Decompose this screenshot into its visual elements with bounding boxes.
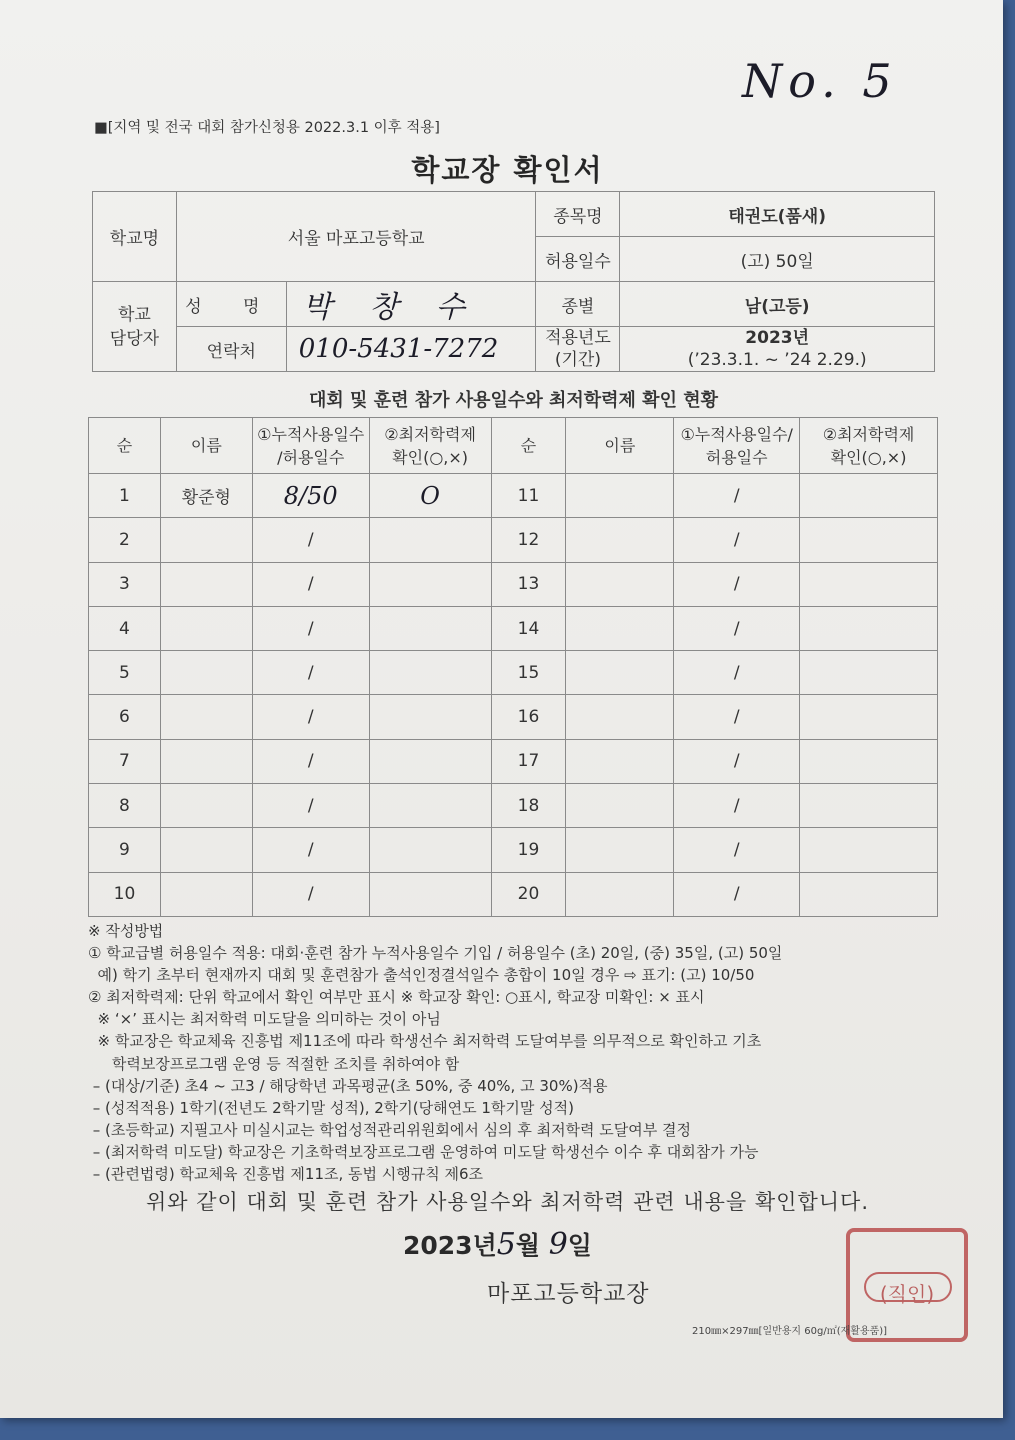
roster-left-no: 8 — [89, 784, 161, 828]
allowed-days-value: (고) 50일 — [620, 237, 935, 282]
roster-left-no: 10 — [89, 872, 161, 916]
roster-row — [89, 562, 938, 606]
roster-row — [89, 872, 938, 916]
roster-right-name — [566, 651, 674, 695]
roster-right-check — [800, 695, 938, 739]
roster-left-days: / — [252, 651, 369, 695]
issue-date — [403, 1226, 592, 1262]
roster-row — [89, 784, 938, 828]
roster-left-days: / — [252, 739, 369, 783]
year-label-1: 적용년도 — [545, 328, 611, 348]
date-month-handwritten: 5 — [496, 1227, 516, 1262]
roster-left-check — [369, 739, 491, 783]
header-name-right: 이름 — [566, 418, 674, 474]
roster-left-name — [160, 739, 252, 783]
roster-left-no: 5 — [89, 651, 161, 695]
year-label-2: (기간) — [554, 350, 601, 370]
roster-left-check — [369, 872, 491, 916]
roster-left-name — [160, 784, 252, 828]
roster-right-name — [566, 739, 674, 783]
roster-right-no: 17 — [491, 739, 566, 783]
gender-label: 종별 — [536, 282, 620, 327]
roster-row — [89, 474, 938, 518]
roster-right-check — [800, 606, 938, 650]
contact-person-label: 학교 담당자 — [93, 282, 177, 372]
note-line: – (최저학력 미도달) 학교장은 기초학력보장프로그램 운영하여 미도달 학생선수 이수 후 대회참가 가능 — [88, 1142, 759, 1161]
roster-left-days: / — [252, 828, 369, 872]
note-line: ① 학교급별 허용일수 적용: 대회·훈련 참가 누적사용일수 기입 / 허용일수 (초) 20일, (중) 35일, (고) 50일 — [88, 944, 783, 963]
date-year: 2023년 — [403, 1231, 497, 1260]
event-value: 태권도(품새) — [620, 192, 935, 237]
roster-right-name — [566, 784, 674, 828]
header-check-1: ②최저학력제 — [384, 424, 476, 444]
roster-right-no: 20 — [491, 872, 566, 916]
year-value-1: 2023년 — [745, 328, 810, 348]
participation-roster-table — [88, 417, 938, 917]
roster-right-name — [566, 518, 674, 562]
roster-right-days: / — [674, 784, 800, 828]
roster-right-name — [566, 606, 674, 650]
roster-right-check — [800, 562, 938, 606]
roster-left-check — [369, 606, 491, 650]
roster-right-days: / — [674, 518, 800, 562]
roster-left-no: 6 — [89, 695, 161, 739]
roster-right-check — [800, 872, 938, 916]
event-label: 종목명 — [536, 192, 620, 237]
roster-right-check — [800, 739, 938, 783]
phone-label: 연락처 — [176, 327, 286, 372]
roster-left-check — [369, 784, 491, 828]
roster-right-name — [566, 474, 674, 518]
roster-right-check — [800, 518, 938, 562]
roster-right-name — [566, 828, 674, 872]
roster-left-days: / — [252, 872, 369, 916]
roster-right-no: 13 — [491, 562, 566, 606]
date-month-unit: 월 — [515, 1231, 540, 1260]
roster-left-days: / — [252, 562, 369, 606]
roster-row — [89, 606, 938, 650]
year-value-2: (’23.3.1. ~ ’24 2.29.) — [687, 350, 867, 370]
header-days-right-1: ①누적사용일수/ — [680, 424, 793, 444]
roster-row — [89, 651, 938, 695]
roster-right-days: / — [674, 695, 800, 739]
roster-right-days: / — [674, 606, 800, 650]
roster-right-days: / — [674, 474, 800, 518]
roster-right-days: / — [674, 828, 800, 872]
header-check-2: 확인(○,×) — [392, 447, 469, 467]
note-line: – (초등학교) 지필고사 미실시교는 학업성적관리위원회에서 심의 후 최저학력 도달여부 결정 — [88, 1120, 692, 1139]
roster-right-no: 11 — [491, 474, 566, 518]
note-line: ※ ‘×’ 표시는 최저학력 미도달을 의미하는 것이 아님 — [88, 1010, 441, 1029]
roster-right-no: 18 — [491, 784, 566, 828]
roster-right-days: / — [674, 562, 800, 606]
roster-left-name — [160, 518, 252, 562]
roster-right-check — [800, 784, 938, 828]
roster-row — [89, 518, 938, 562]
roster-left-no: 2 — [89, 518, 161, 562]
handwritten-name: 박 창 수 — [302, 290, 479, 325]
note-line: ※ 학교장은 학교체육 진흥법 제11조에 따라 학생선수 최저학력 도달여부를 의무적으로 확인하고 기초 — [88, 1032, 762, 1051]
instructions-notes — [88, 920, 948, 1185]
roster-right-check — [800, 474, 938, 518]
header-days-right-2: 허용일수 — [705, 447, 768, 467]
roster-right-check — [800, 828, 938, 872]
roster-left-days: / — [252, 518, 369, 562]
confirmation-statement: 위와 같이 대회 및 훈련 참가 사용일수와 최저학력 관련 내용을 확인합니다. — [145, 1190, 869, 1214]
roster-left-name — [160, 872, 252, 916]
handwritten-doc-number: No. 5 — [742, 54, 898, 108]
header-check-right-2: 확인(○,×) — [830, 447, 907, 467]
roster-left-days: / — [252, 784, 369, 828]
header-name: 이름 — [160, 418, 252, 474]
roster-header-row — [89, 418, 938, 474]
name-label: 성 명 — [176, 282, 286, 327]
roster-right-no: 12 — [491, 518, 566, 562]
header-days-2: /허용일수 — [277, 447, 345, 467]
roster-right-no: 16 — [491, 695, 566, 739]
header-no-right: 순 — [491, 418, 566, 474]
roster-right-name — [566, 695, 674, 739]
school-value: 서울 마포고등학교 — [176, 192, 536, 282]
roster-left-name — [160, 562, 252, 606]
header-check-right-1: ②최저학력제 — [822, 424, 915, 444]
roster-right-no: 14 — [491, 606, 566, 650]
roster-left-no: 7 — [89, 739, 161, 783]
roster-right-name — [566, 872, 674, 916]
gender-value: 남(고등) — [620, 282, 935, 327]
note-line: 학력보장프로그램 운영 등 적절한 조치를 취하여야 함 — [88, 1054, 460, 1073]
form-usage-tag: ■[지역 및 전국 대회 참가신청용 2022.3.1 이후 적용] — [94, 120, 440, 136]
note-line: ② 최저학력제: 단위 학교에서 확인 여부만 표시 ※ 학교장 확인: ○표시, 학교장 미확인: × 표시 — [88, 988, 705, 1007]
roster-left-no: 9 — [89, 828, 161, 872]
roster-right-no: 15 — [491, 651, 566, 695]
signer-title: 마포고등학교장 — [487, 1281, 650, 1307]
roster-left-check: O — [369, 474, 491, 518]
note-line: – (성적적용) 1학기(전년도 2학기말 성적), 2학기(당해연도 1학기말 성적) — [88, 1098, 574, 1117]
note-line: ※ 작성방법 — [88, 922, 164, 940]
roster-left-days: 8/50 — [252, 474, 369, 518]
roster-left-check — [369, 562, 491, 606]
roster-right-name — [566, 562, 674, 606]
roster-left-check — [369, 695, 491, 739]
roster-row — [89, 739, 938, 783]
header-no: 순 — [89, 418, 161, 474]
roster-left-days: / — [252, 695, 369, 739]
school-info-table — [92, 191, 935, 372]
date-day-unit: 일 — [567, 1231, 592, 1260]
note-line: – (관련법령) 학교체육 진흥법 제11조, 동법 시행규칙 제6조 — [88, 1165, 484, 1184]
roster-right-days: / — [674, 872, 800, 916]
section-title: 대회 및 훈련 참가 사용일수와 최저학력제 확인 현황 — [308, 390, 718, 411]
header-days-1: ①누적사용일수 — [257, 424, 365, 444]
seal-label: (직인) — [879, 1282, 935, 1306]
roster-left-days: / — [252, 606, 369, 650]
roster-right-days: / — [674, 651, 800, 695]
handwritten-phone: 010-5431-7272 — [298, 334, 499, 364]
note-line: – (대상/기준) 초4 ~ 고3 / 해당학년 과목평균(초 50%, 중 40%, 고 30%)적용 — [88, 1076, 608, 1095]
roster-left-name — [160, 695, 252, 739]
paper-spec-footer: 210㎜×297㎜[일반용지 60g/㎡(재활용품)] — [692, 1326, 888, 1337]
roster-left-name — [160, 828, 252, 872]
roster-left-no: 4 — [89, 606, 161, 650]
roster-left-name — [160, 651, 252, 695]
roster-left-check — [369, 651, 491, 695]
roster-left-name: 황준형 — [160, 474, 252, 518]
roster-right-no: 19 — [491, 828, 566, 872]
roster-left-check — [369, 518, 491, 562]
date-day-handwritten: 9 — [548, 1227, 568, 1262]
roster-right-check — [800, 651, 938, 695]
roster-left-name — [160, 606, 252, 650]
roster-right-days: / — [674, 739, 800, 783]
roster-left-check — [369, 828, 491, 872]
document-title: 학교장 확인서 — [411, 153, 604, 187]
roster-left-no: 1 — [89, 474, 161, 518]
roster-left-no: 3 — [89, 562, 161, 606]
note-line: 예) 학기 초부터 현재까지 대회 및 훈련참가 출석인정결석일수 총합이 10일 경우 ⇨ 표기: (고) 10/50 — [88, 966, 755, 985]
allowed-days-label: 허용일수 — [536, 237, 620, 282]
roster-row — [89, 828, 938, 872]
school-label: 학교명 — [93, 192, 177, 282]
roster-row — [89, 695, 938, 739]
